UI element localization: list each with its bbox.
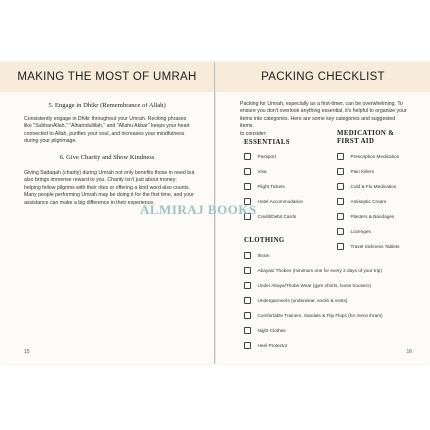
right-title-banner: [216, 62, 430, 92]
checkbox[interactable]: [244, 297, 251, 304]
checklist-item[interactable]: [337, 197, 386, 206]
item-label: Prescription Medication: [350, 154, 400, 159]
essentials-heading: ESSENTIALS: [244, 139, 290, 146]
left-title-banner: [0, 62, 214, 92]
checkbox[interactable]: [337, 243, 344, 250]
item-label: Antiseptic Cream: [350, 199, 387, 204]
section-6-heading: 6. Give Charity and Show Kindness: [59, 154, 155, 161]
checkbox[interactable]: [244, 183, 251, 190]
checkbox[interactable]: [337, 228, 344, 235]
medication-heading-line: MEDICATION &: [337, 130, 395, 137]
checkbox[interactable]: [337, 198, 344, 205]
intro-line: items into categories. Here are some key categories and suggested items: [240, 115, 396, 130]
checkbox[interactable]: [244, 267, 251, 274]
checkbox[interactable]: [244, 312, 251, 319]
checklist-item[interactable]: [244, 167, 267, 176]
paragraph-line: Giving Sadaqah (charity) during Umrah not only benefits those in need but: [24, 170, 195, 176]
item-label: Plasters & Bandages: [350, 214, 395, 219]
paragraph-line: helping fellow pilgrims with their rites or offering a kind word also counts.: [24, 184, 190, 191]
intro-line: to consider:: [240, 130, 267, 137]
checkbox[interactable]: [337, 153, 344, 160]
checklist-item[interactable]: [244, 326, 286, 335]
medication-heading: [337, 130, 394, 146]
checkbox[interactable]: [337, 213, 344, 220]
checklist-item[interactable]: [244, 152, 276, 161]
item-label: Hotel Accommodation: [257, 199, 304, 204]
section-5-paragraph: [24, 116, 199, 146]
left-page-title: MAKING THE MOST OF UMRAH: [17, 71, 197, 83]
paragraph-line: connected to Allah, purifies your soul, and increases your mindfulness: [24, 130, 185, 137]
item-label: Abayas/ Thobes (minimum one for every 2 days of your trip): [257, 268, 382, 273]
checklist-item[interactable]: [337, 167, 374, 176]
item-label: Passport: [257, 154, 276, 159]
checklist-item[interactable]: [337, 242, 399, 251]
item-label: Travel Sickness Tablets: [350, 244, 400, 249]
checklist-item[interactable]: [244, 296, 347, 305]
right-page-title: PACKING CHECKLIST: [261, 71, 385, 83]
item-label: Under Abaya/Thobe Wear (gym shorts, loose trousers): [257, 283, 372, 288]
checklist-item[interactable]: [244, 281, 371, 290]
checklist-item[interactable]: [244, 311, 383, 320]
item-label: Credit/Debit Cards: [257, 214, 297, 219]
item-label: Comfortable Trainers, Sandals & Flip Flops (for mens ihram): [257, 313, 383, 318]
item-label: Undergarments (underwear, socks & vests): [257, 298, 348, 303]
checklist-item[interactable]: [244, 341, 287, 350]
item-label: Ihram: [257, 253, 270, 258]
medication-heading-line: FIRST AID: [337, 138, 375, 145]
checkbox[interactable]: [244, 342, 251, 349]
section-5-heading: 5. Engage in Dhikr (Remembrance of Allah): [48, 102, 166, 109]
item-label: Pain Killers: [350, 169, 374, 174]
clothing-heading: CLOTHING: [244, 237, 285, 244]
item-label: Visa: [257, 169, 267, 174]
checkbox[interactable]: [244, 153, 251, 160]
item-label: Flight Tickets: [257, 184, 285, 189]
checklist-item[interactable]: [244, 266, 382, 275]
watermark: ALMIRAJ BOOKS: [140, 202, 257, 217]
left-page-number: 15: [24, 349, 30, 355]
item-label: Night Clothes: [257, 328, 286, 333]
paragraph-line: Consistently engage in Dhikr throughout your Umrah. Reciting phrases: [24, 116, 187, 122]
checkbox[interactable]: [244, 327, 251, 334]
paragraph-line: also brings immense reward to you. Charity isn't just about money;: [24, 177, 177, 184]
checkbox[interactable]: [244, 168, 251, 175]
intro-line: Packing for Umrah, especially as a first-timer, can be overwhelming. To: [240, 101, 403, 107]
item-label: Lozenges: [350, 229, 371, 234]
checklist-item[interactable]: [337, 227, 371, 236]
right-page-number: 16: [406, 349, 412, 355]
item-label: Heel Protector: [257, 343, 288, 348]
paragraph-line: like "SubhanAllah," "Alhamdulillah," and "Allahu Akbar" keeps your heart: [24, 123, 190, 130]
checkbox[interactable]: [244, 282, 251, 289]
checklist-item[interactable]: [244, 182, 285, 191]
checkbox[interactable]: [337, 183, 344, 190]
checklist-item[interactable]: [337, 212, 394, 221]
paragraph-line: during your pilgrimage.: [24, 138, 77, 145]
checklist-item[interactable]: [337, 182, 396, 191]
paragraph-line: Many people performing Umrah may be doing it for the first time, and your: [24, 192, 194, 199]
checklist-item[interactable]: [337, 152, 399, 161]
intro-line: ensure you don't overlook anything essential, it's helpful to organize your: [240, 108, 407, 115]
checklist-item[interactable]: [244, 251, 269, 260]
checkbox[interactable]: [244, 252, 251, 259]
item-label: Cold & Flu Medication: [350, 184, 397, 189]
paragraph-line: assistance can make a big difference in their experience.: [24, 199, 155, 206]
checkbox[interactable]: [337, 168, 344, 175]
